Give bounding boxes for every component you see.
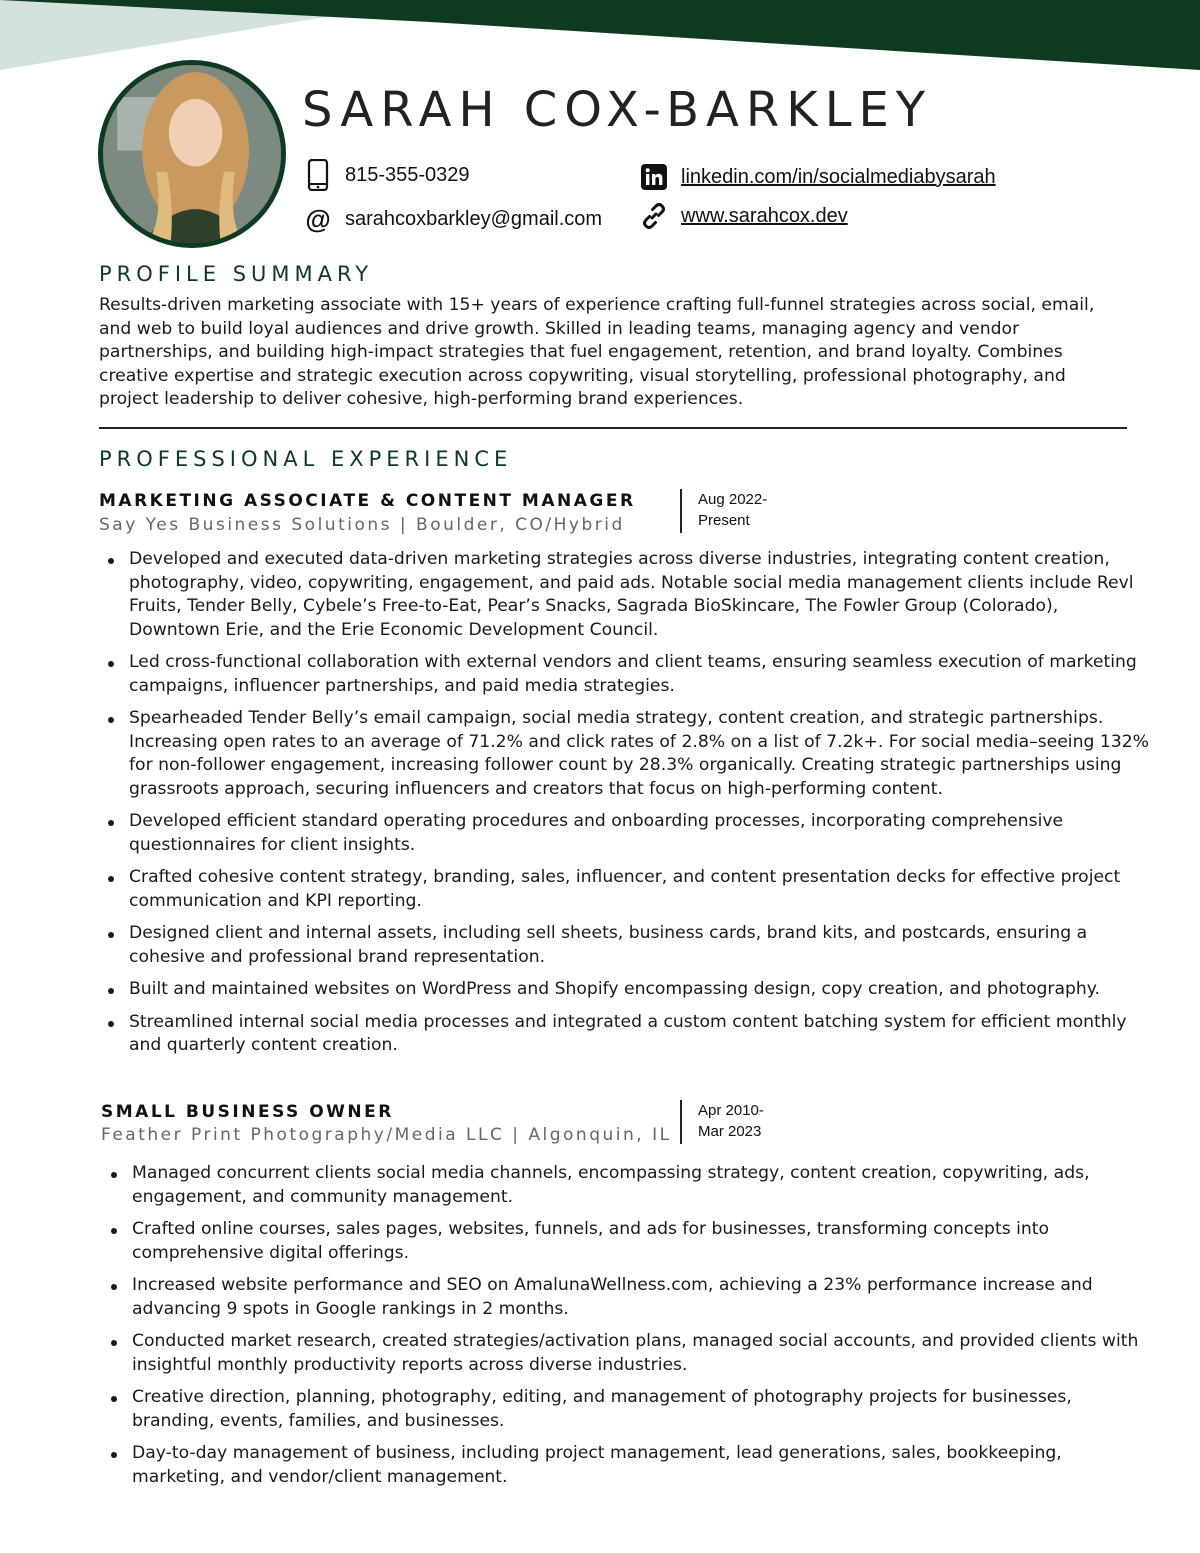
- list-item: Managed concurrent clients social media channels, encompassing strategy, content creation, copywriting, ads, engagement, and community management.: [132, 1162, 1152, 1209]
- list-item: Creative direction, planning, photography, editing, and management of photography projects for businesses, branding, events, families, and businesses.: [132, 1386, 1152, 1433]
- phone-contact: [303, 160, 470, 190]
- email-address: sarahcoxbarkley@gmail.com: [345, 207, 603, 230]
- linkedin-contact: [639, 162, 996, 192]
- website-link[interactable]: www.sarahcox.dev: [681, 204, 848, 227]
- list-item: Conducted market research, created strategies/activation plans, managed social accounts, and provided clients with insightful monthly productivity reports across diverse industries.: [132, 1330, 1152, 1377]
- job-dates: [698, 1100, 764, 1142]
- linkedin-link[interactable]: linkedin.com/in/socialmediabysarah: [681, 165, 996, 188]
- email-contact: [303, 204, 602, 234]
- job-bullets: [102, 1162, 1152, 1498]
- section-divider: [99, 427, 1127, 429]
- list-item: Spearheaded Tender Belly’s email campaign, social media strategy, content creation, and strategic partnerships. Increasing open rates to an average of 71.2% and click rates of 2.8% on a list of 7.2k+. For social media–seeing 132% for non-follower engagement, increasing follower count by 28.3% organically. Creating strategic partnerships using grassroots approach, securing influencers and creators that focus on high-performing content.: [129, 707, 1154, 801]
- list-item: Developed and executed data-driven marketing strategies across diverse industries, integrating content creation, photography, video, copywriting, engagement, and paid ads. Notable social media management clients include Revl Fruits, Tender Belly, Cybele’s Free-to-Eat, Pear’s Snacks, Sagrada BioSkincare, The Fowler Group (Colorado), Downtown Erie, and the Erie Economic Development Council.: [129, 548, 1154, 642]
- job-bullets: [99, 548, 1154, 1067]
- candidate-name: SARAH COX-BARKLEY: [302, 82, 933, 138]
- job-company: Say Yes Business Solutions | Boulder, CO/Hybrid: [99, 515, 625, 535]
- linkedin-icon: [639, 162, 669, 192]
- date-divider: [680, 1100, 682, 1144]
- job-title: SMALL BUSINESS OWNER: [101, 1102, 394, 1122]
- list-item: Built and maintained websites on WordPress and Shopify encompassing design, copy creation, and photography.: [129, 978, 1154, 1002]
- list-item: Led cross-functional collaboration with external vendors and client teams, ensuring seamless execution of marketing campaigns, influencer partnerships, and paid media strategies.: [129, 651, 1154, 698]
- list-item: Day-to-day management of business, including project management, lead generations, sales, bookkeeping, marketing, and vendor/client management.: [132, 1442, 1152, 1489]
- list-item: Designed client and internal assets, including sell sheets, business cards, brand kits, and postcards, ensuring a cohesive and professional brand representation.: [129, 922, 1154, 969]
- list-item: Developed efficient standard operating procedures and onboarding processes, incorporating comprehensive questionnaires for client insights.: [129, 810, 1154, 857]
- date-end: Mar 2023: [698, 1123, 762, 1140]
- at-icon: @: [305, 203, 331, 234]
- job-title: MARKETING ASSOCIATE & CONTENT MANAGER: [99, 491, 636, 511]
- date-start: Apr 2010-: [698, 1102, 764, 1119]
- date-start: Aug 2022-: [698, 491, 768, 508]
- list-item: Crafted cohesive content strategy, branding, sales, influencer, and content presentation decks for effective project communication and KPI reporting.: [129, 866, 1154, 913]
- phone-number: 815-355-0329: [345, 163, 470, 186]
- job-company: Feather Print Photography/Media LLC | Algonquin, IL: [101, 1125, 672, 1145]
- date-divider: [680, 489, 682, 533]
- profile-summary-heading: PROFILE SUMMARY: [99, 262, 374, 286]
- profile-photo: [98, 60, 286, 248]
- job-dates: [698, 489, 767, 531]
- list-item: Crafted online courses, sales pages, websites, funnels, and ads for businesses, transforming concepts into comprehensive digital offerings.: [132, 1218, 1152, 1265]
- profile-summary-text: Results-driven marketing associate with 15+ years of experience crafting full-funnel strategies across social, email, and web to build loyal audiences and drive growth. Skilled in leading teams, managing agency and vendor partnerships, and building high-impact strategies that fuel engagement, retention, and brand loyalty. Combines creative expertise and strategic execution across copywriting, visual storytelling, professional photography, and project leadership to deliver cohesive, high-performing brand experiences.: [99, 295, 1095, 410]
- list-item: Streamlined internal social media processes and integrated a custom content batching system for efficient monthly and quarterly content creation.: [129, 1011, 1154, 1058]
- experience-heading: PROFESSIONAL EXPERIENCE: [99, 447, 513, 471]
- date-end: Present: [698, 512, 750, 529]
- website-contact: [639, 201, 848, 231]
- list-item: Increased website performance and SEO on AmalunaWellness.com, achieving a 23% performance increase and advancing 9 spots in Google rankings in 2 months.: [132, 1274, 1152, 1321]
- link-icon: [639, 201, 669, 231]
- phone-icon: [303, 160, 333, 190]
